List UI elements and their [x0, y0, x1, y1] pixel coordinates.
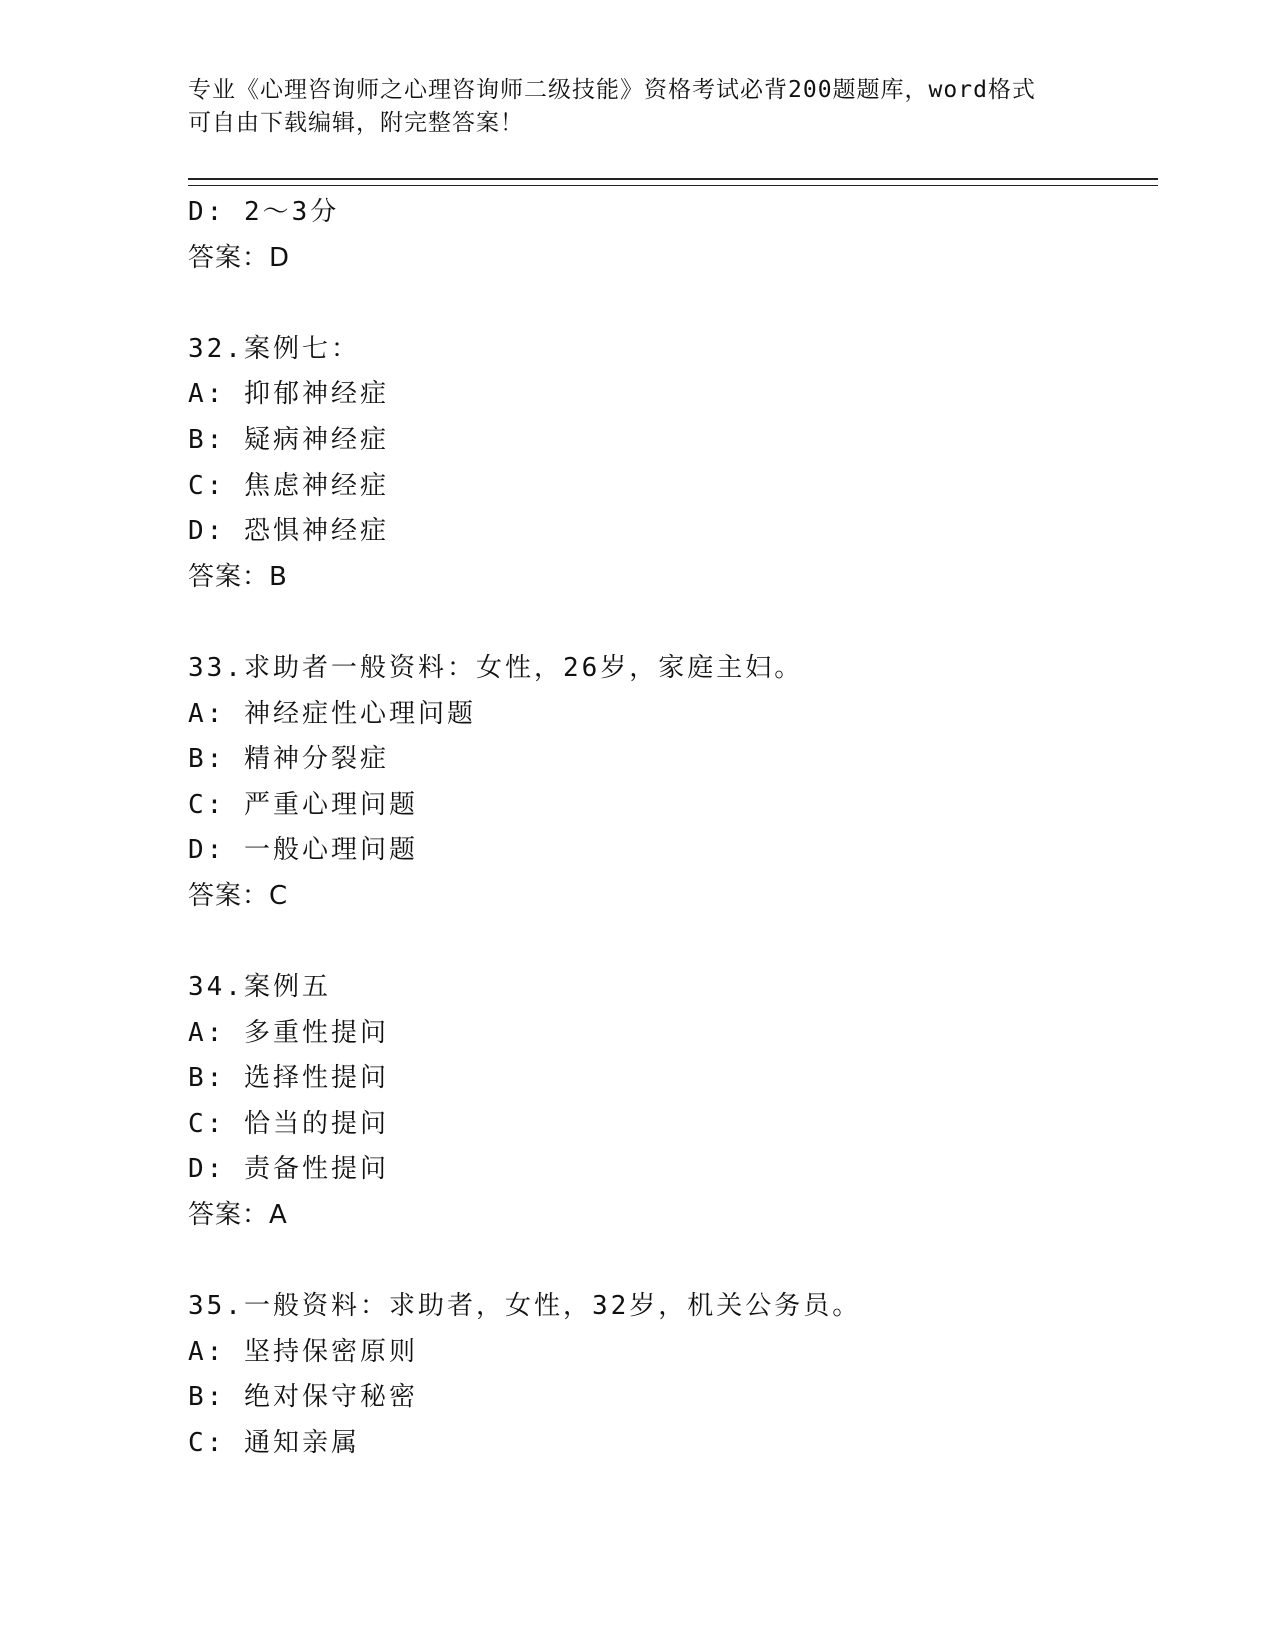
answer-option: A: 坚持保密原则 [188, 1336, 418, 1367]
answer-option: D: 恐惧神经症 [188, 516, 389, 547]
answer-option: C: 恰当的提问 [188, 1108, 389, 1139]
answer-option: B: 精神分裂症 [188, 744, 389, 775]
question-stem: 32.案例七： [188, 333, 360, 364]
answer-option: D: 责备性提问 [188, 1154, 389, 1185]
question-stem: 35.一般资料：求助者，女性，32岁，机关公务员。 [188, 1291, 862, 1322]
header-line-1: 专业《心理咨询师之心理咨询师二级技能》资格考试必背200题题库，word格式 [188, 77, 1036, 103]
document-header [188, 74, 1068, 140]
answer-option: A: 神经症性心理问题 [188, 698, 476, 729]
answer-option: D: 一般心理问题 [188, 835, 418, 866]
question-stem: 33.求助者一般资料：女性，26岁，家庭主妇。 [188, 652, 804, 683]
answer-line: 答案：C [188, 880, 289, 911]
answer-option: B: 疑病神经症 [188, 424, 389, 455]
answer-option: C: 焦虑神经症 [188, 470, 389, 501]
header-divider [188, 178, 1158, 186]
answer-option: C: 严重心理问题 [188, 789, 418, 820]
spacer [188, 600, 1148, 646]
answer-line: 答案：A [188, 1200, 288, 1231]
spacer [188, 920, 1148, 966]
answer-option: D: 2～3分 [188, 197, 340, 227]
answer-option: C: 通知亲属 [188, 1428, 360, 1459]
answer-option: B: 绝对保守秘密 [188, 1382, 418, 1413]
answer-option: A: 多重性提问 [188, 1017, 389, 1048]
question-list [188, 190, 1148, 1467]
answer-option: B: 选择性提问 [188, 1063, 389, 1094]
header-line-2: 可自由下载编辑，附完整答案！ [188, 110, 524, 136]
answer-option: A: 抑郁神经症 [188, 379, 389, 410]
question-stem: 34.案例五 [188, 972, 331, 1003]
spacer [188, 1239, 1148, 1285]
answer-line: 答案：B [188, 561, 288, 592]
answer-line: 答案：D [188, 242, 291, 273]
spacer [188, 281, 1148, 327]
